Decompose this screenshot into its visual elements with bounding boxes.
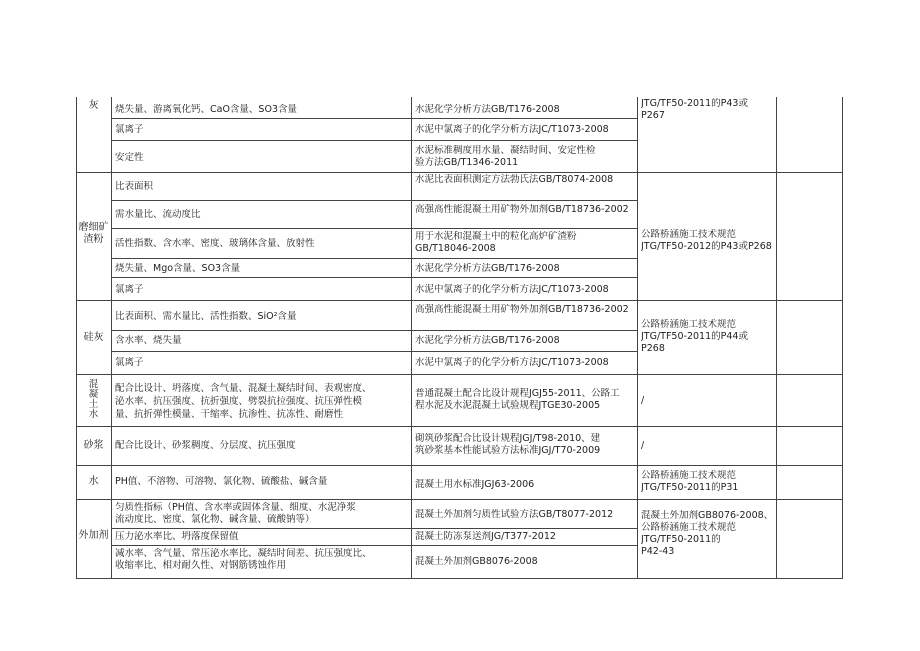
grid-line <box>411 97 412 578</box>
grid-line <box>111 258 637 259</box>
test-method: 高强高性能混凝土用矿物外加剂GB/T18736-2002 <box>415 304 629 315</box>
test-item: 氯离子 <box>115 357 144 368</box>
test-method: 水泥化学分析方法GB/T176-2008 <box>415 263 560 274</box>
grid-line <box>111 545 637 546</box>
test-item: 比表面积、需水量比、活性指数、SiO²含量 <box>115 311 297 322</box>
test-item: 需水量比、流动度比 <box>115 209 201 220</box>
test-item: 含水率、烧失量 <box>115 335 182 346</box>
grid-line <box>76 499 843 500</box>
grid-line <box>111 330 637 331</box>
test-method: 混凝土外加剂GB8076-2008 <box>415 556 538 567</box>
test-method: 砌筑砂浆配合比设计规程JGJ/T98-2010、建 筑砂浆基本性能试验方法标准JGJ/T70-2009 <box>415 433 601 456</box>
test-item: 比表面积 <box>115 181 154 192</box>
test-item: 匀质性指标（PH值、含水率或固体含量、细度、水泥净浆 流动度比、密度、氯化物、碱含量、硫酸钠等） <box>115 502 356 525</box>
test-method: 混凝土用水标准JGJ63-2006 <box>415 479 535 490</box>
test-method: 混凝土防冻泵送剂JG/T377-2012 <box>415 531 556 542</box>
category-label: 外加剂 <box>78 530 109 541</box>
spec-reference: 公路桥涵施工技术规范 JTG/TF50-2012的P43或P268 <box>641 229 772 252</box>
grid-line <box>76 374 843 375</box>
spec-reference: JTG/TF50-2011的P43或 P267 <box>641 98 748 121</box>
test-item: 配合比设计、坍落度、含气量、混凝土凝结时间、表观密度、 泌水率、抗压强度、抗折强度、劈裂抗拉强度、抗压弹性模 量、抗折弹性模量、干缩率、抗渗性、抗冻性、耐磨性 <box>115 383 372 420</box>
grid-line <box>76 578 843 579</box>
grid-line <box>76 426 843 427</box>
test-method: 水泥中氯离子的化学分析方法JC/T1073-2008 <box>415 124 609 135</box>
test-item: 烧失量、游离氧化钙、CaO含量、SO3含量 <box>115 104 297 115</box>
test-item: 配合比设计、砂浆稠度、分层度、抗压强度 <box>115 440 296 451</box>
category-label: 硅灰 <box>83 332 104 343</box>
test-method: 水泥中氯离子的化学分析方法JC/T1073-2008 <box>415 284 609 295</box>
test-method: 高强高性能混凝土用矿物外加剂GB/T18736-2002 <box>415 204 629 215</box>
grid-line <box>842 97 843 578</box>
grid-line <box>111 140 637 141</box>
category-label: 磨细矿 渣粉 <box>78 222 109 245</box>
test-item: 压力泌水率比、坍落度保留值 <box>115 531 239 542</box>
test-item: 烧失量、Mgo含量、SO3含量 <box>115 263 241 274</box>
test-method: 水泥化学分析方法GB/T176-2008 <box>415 104 560 115</box>
grid-line <box>111 200 637 201</box>
grid-line <box>776 97 777 578</box>
spec-reference: 公路桥涵施工技术规范 JTG/TF50-2011的P31 <box>641 470 739 493</box>
test-method: 水泥化学分析方法GB/T176-2008 <box>415 335 560 346</box>
grid-line <box>111 228 637 229</box>
test-item: 减水率、含气量、常压泌水率比、凝结时间差、抗压强度比、 收缩率比、相对耐久性、对钢筋锈蚀作用 <box>115 548 372 571</box>
test-item: 活性指数、含水率、密度、玻璃体含量、放射性 <box>115 238 315 249</box>
grid-line <box>637 97 638 578</box>
test-method: 水泥标准稠度用水量、凝结时间、安定性检 验方法GB/T1346-2011 <box>415 145 596 168</box>
test-item: 安定性 <box>115 152 144 163</box>
spec-reference: / <box>641 395 645 406</box>
grid-line <box>76 172 843 173</box>
spec-reference: 公路桥涵施工技术规范 JTG/TF50-2011的P44或 P268 <box>641 319 748 354</box>
grid-line <box>111 351 637 352</box>
grid-line <box>111 118 637 119</box>
test-item: 氯离子 <box>115 284 144 295</box>
category-label: 水 <box>88 476 99 487</box>
test-item: PH值、不溶物、可溶物、氯化物、硫酸盐、碱含量 <box>115 476 328 487</box>
grid-line <box>111 277 637 278</box>
test-method: 普通混凝土配合比设计规程JGJ55-2011、公路工 程水泥及水泥混凝土试验规程JTGE30-2005 <box>415 388 620 411</box>
test-item: 氯离子 <box>115 124 144 135</box>
test-method: 水泥中氯离子的化学分析方法JC/T1073-2008 <box>415 357 609 368</box>
grid-line <box>76 300 843 301</box>
grid-line <box>76 465 843 466</box>
category-label: 灰 <box>88 100 99 111</box>
test-method: 水泥比表面积测定方法勃氏法GB/T8074-2008 <box>415 174 614 185</box>
test-method: 混凝土外加剂匀质性试验方法GB/T8077-2012 <box>415 509 614 520</box>
grid-line <box>111 528 637 529</box>
test-method: 用于水泥和混凝土中的粒化高炉矿渣粉 GB/T18046-2008 <box>415 231 577 254</box>
category-label: 砂浆 <box>83 440 104 451</box>
grid-line <box>111 97 112 578</box>
spec-reference: / <box>641 440 645 451</box>
spec-reference: 混凝土外加剂GB8076-2008、 公路桥涵施工技术规范 JTG/TF50-2011的 P42-43 <box>641 510 774 557</box>
category-label: 混 凝 土 水 <box>88 379 99 420</box>
